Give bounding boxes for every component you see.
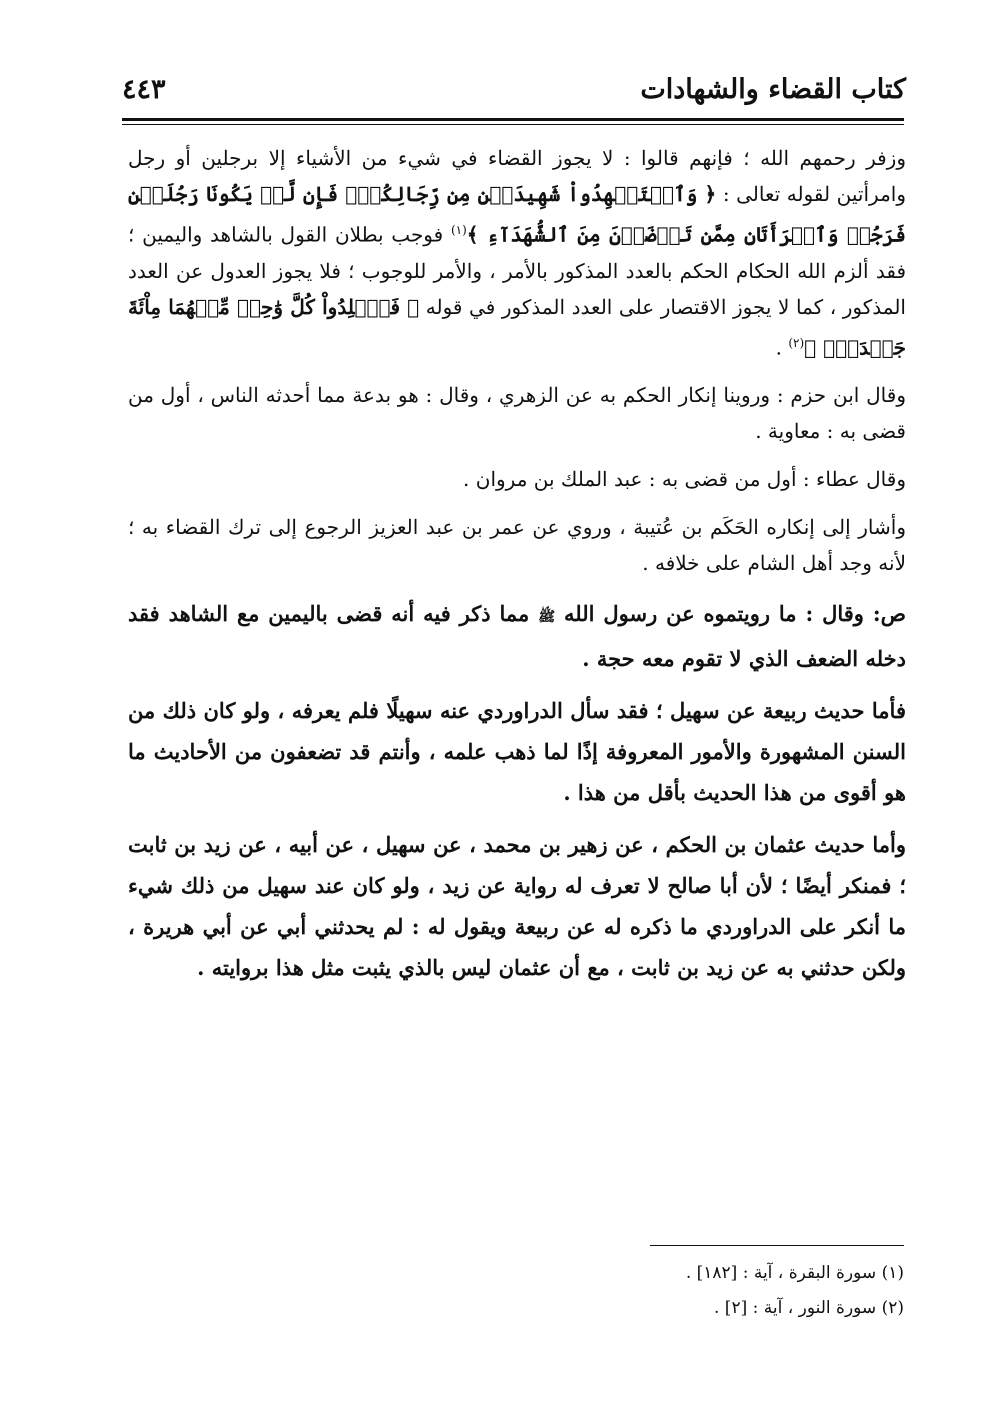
paragraph-3: وقال عطاء : أول من قضى به : عبد الملك بن مروان . (463, 467, 906, 492)
paragraph-1-text-a: وزفر رحمهم الله ؛ فإنهم قالوا : لا يجوز القضاء في شيء من الأشياء إلا برجلين أو رجل وامرأتين لقوله تعالى : (128, 146, 906, 206)
quran-verse-2: ﴿ فَٱجۡلِدُواْ كُلَّ وَٰحِدٖ مِّنۡهُمَا مِاْئَةَ جَلۡدَةٖۖ ﴾ (128, 294, 906, 360)
footnote-1: (١) سورة البقرة ، آية : [١٨٢] . (685, 1263, 904, 1283)
footnote-2: (٢) سورة النور ، آية : [٢] . (713, 1298, 904, 1318)
paragraph-6: فأما حديث ربيعة عن سهيل ؛ فقد سأل الدراوردي عنه سهيلًا فلم يعرفه ، ولو كان ذلك من السنن المشهورة والأمور المعروفة إذًا لما ذهب علمه ، وأنتم قد تضعفون من الأحاديث ما هو أقوى من هذا الحديث بأقل من هذا . (128, 698, 906, 806)
page-number: ٤٤٣ (122, 74, 166, 105)
paragraph-4: وأشار إلى إنكاره الحَكَم بن عُتيبة ، وروي عن عمر بن عبد العزيز الرجوع إلى ترك القضاء به ؛ لأنه وجد أهل الشام على خلافه . (128, 515, 906, 576)
page-header (118, 66, 906, 114)
footnote-ref-2: (٢) (788, 335, 805, 350)
text-marker: ص: (872, 601, 906, 627)
main-text (128, 140, 906, 988)
quran-verse-1: ﴿ وَٱسۡتَشۡهِدُواْ شَهِيدَيۡنِ مِن رِّجَالِكُمۡۖ فَإِن لَّمۡ يَكُونَا رَجُلَيۡنِ فَرَجُلٞ وَٱمۡرَأَتَانِ مِمَّن تَرۡضَوۡنَ مِنَ ٱلشُّهَدَآءِ ﴾ (128, 182, 906, 247)
paragraph-5-text-a: وقال : ما رويتموه عن رسول الله (555, 601, 873, 627)
paragraph-1 (128, 140, 906, 365)
running-title: كتاب القضاء والشهادات (640, 74, 906, 105)
paragraph-5-text-b: مما ذكر فيه أنه قضى باليمين مع الشاهد فقد دخله الضعف الذي لا تقوم معه حجة . (128, 601, 906, 672)
footnote-ref-1: (١) (450, 223, 467, 237)
paragraph-2: وقال ابن حزم : وروينا إنكار الحكم به عن الزهري ، وقال : هو بدعة مما أحدثه الناس ، أول من قضى به : معاوية . (128, 383, 906, 444)
footnotes (480, 1256, 904, 1326)
header-rule-thick (122, 118, 904, 121)
paragraph-7: وأما حديث عثمان بن الحكم ، عن زهير بن محمد ، عن سهيل ، عن أبيه ، عن زيد بن ثابت ؛ فمنكر أيضًا ؛ لأن أبا صالح لا تعرف له رواية عن زيد ، ولو كان عند سهيل من ذلك شيء ما أنكر على الدراوردي ما ذكره له عن ربيعة ويقول له : لم يحدثني أبي عن أبي هريرة ، ولكن حدثني به عن زيد بن ثابت ، مع أن عثمان ليس بالذي يثبت مثل هذا بروايته . (128, 832, 906, 981)
paragraph-1-text-b: فوجب بطلان القول بالشاهد واليمين ؛ فقد ألزم الله الحكام الحكم بالعدد المذكور بالأمر ، والأمر للوجوب ؛ فلا يجوز العدول عن العدد المذكور ، كما لا يجوز الاقتصار على العدد المذكور في قوله (128, 222, 906, 319)
paragraph-1-text-c: . (775, 335, 789, 360)
paragraph-5 (128, 593, 906, 679)
footnote-separator (650, 1245, 904, 1246)
header-rule-thin (122, 124, 904, 125)
honorific-glyph: ﷺ (538, 609, 556, 626)
